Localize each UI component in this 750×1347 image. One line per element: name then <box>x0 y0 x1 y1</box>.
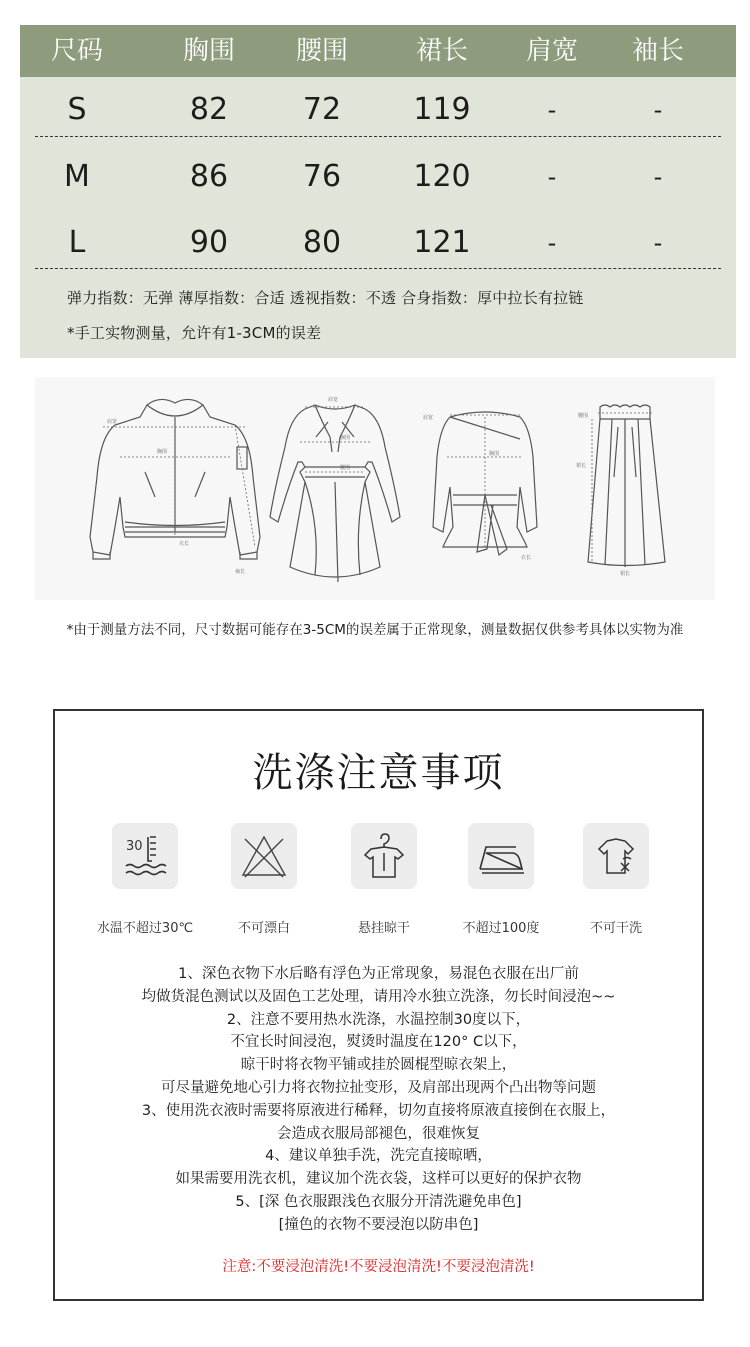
header-chest: 胸围 <box>182 36 235 66</box>
hang-dry-icon <box>351 823 417 889</box>
washing-instructions <box>53 709 704 1301</box>
instruction-line: 3、使用洗衣液时需要将原液进行稀释，切勿直接将原液直接倒在衣服上， <box>141 1102 616 1119</box>
icon-label-water-temp: 水温不超过30℃ <box>96 921 194 936</box>
measurement-sketches <box>35 377 715 600</box>
iron-icon <box>468 823 534 889</box>
instruction-line: 可尽量避免地心引力将衣物拉扯变形，及肩部出现两个凸出物等问题 <box>161 1079 596 1096</box>
cell-sleeve: - <box>653 163 663 191</box>
cell-chest: 86 <box>189 159 229 194</box>
label-length: 裙长 <box>576 463 587 469</box>
measure-note: *手工实物测量，允许有1-3CM的误差 <box>67 324 322 342</box>
header-waist: 腰围 <box>295 36 348 66</box>
label-sleeve: 袖长 <box>235 569 246 575</box>
wash-title: 洗涤注意事项 <box>252 750 505 796</box>
cell-waist: 76 <box>302 159 342 194</box>
instruction-line: 2、注意不要用热水洗涤，水温控制30度以下， <box>226 1011 531 1028</box>
icon-label-hang-dry: 悬挂晾干 <box>357 921 410 936</box>
instruction-line: 4、建议单独手洗，洗完直接晾晒， <box>265 1148 492 1165</box>
cell-length: 119 <box>413 92 471 127</box>
label-chest: 胸围 <box>157 449 168 455</box>
instruction-line: 晾干时将衣物平铺或挂於圆棍型晾衣架上， <box>240 1057 517 1074</box>
table-row <box>20 147 736 207</box>
header-size: 尺码 <box>50 36 103 66</box>
fabric-indices: 弹力指数：无弹 薄厚指数：合适 透视指数：不透 合身指数：厚中拉长有拉链 <box>67 289 584 307</box>
top-sketch <box>415 377 555 600</box>
label-chest: 胸围 <box>340 435 351 441</box>
instruction-line: 均做货混色测试以及固色工艺处理，请用冷水独立洗涤，勿长时间浸泡~~ <box>141 988 616 1005</box>
water-temp-30-icon <box>112 823 178 889</box>
label-waist: 腰围 <box>340 465 351 471</box>
cell-shoulder: - <box>547 229 557 257</box>
instruction-line: 1、深色衣物下水后略有浮色为正常现象，易混色衣服在出厂前 <box>178 966 579 982</box>
cell-size: S <box>67 92 87 127</box>
table-row <box>20 213 736 273</box>
dress-sketch <box>260 377 410 600</box>
cell-length: 120 <box>413 159 471 194</box>
cell-sleeve: - <box>653 229 663 257</box>
instruction-line: 5、[深 色衣服跟浅色衣服分开清洗避免串色] <box>235 1193 522 1210</box>
label-chest: 胸围 <box>489 451 500 457</box>
cell-size: L <box>68 225 86 260</box>
instruction-line: 会造成衣服局部褪色，很难恢复 <box>277 1125 480 1142</box>
size-table <box>20 25 736 358</box>
size-table-header <box>20 25 736 77</box>
header-sleeve: 袖长 <box>631 36 684 66</box>
label-hem: 裙长 <box>620 571 631 577</box>
cell-sleeve: - <box>653 96 663 124</box>
cell-shoulder: - <box>547 163 557 191</box>
skirt-sketch <box>570 377 680 600</box>
cell-shoulder: - <box>547 96 557 124</box>
icon-label-iron: 不超过100度 <box>462 921 540 936</box>
label-length: 衣长 <box>521 555 532 561</box>
cell-size: M <box>64 159 90 194</box>
cell-chest: 82 <box>189 92 229 127</box>
jacket-sketch <box>85 377 265 600</box>
cell-waist: 80 <box>302 225 342 260</box>
table-row <box>20 80 736 140</box>
cell-chest: 90 <box>189 225 229 260</box>
cell-length: 121 <box>413 225 471 260</box>
label-length: 衣长 <box>179 541 190 547</box>
instruction-line: 不宜长时间浸泡，熨烫时温度在120° C以下， <box>230 1034 527 1051</box>
no-dry-clean-icon <box>583 823 649 889</box>
instruction-line: 如果需要用洗衣机，建议加个洗衣袋，这样可以更好的保护衣物 <box>175 1171 582 1188</box>
no-soak-warning: 注意:不要浸泡清洗!不要浸泡清洗!不要浸泡清洗! <box>222 1259 535 1275</box>
instruction-line: [撞色的衣物不要浸泡以防串色] <box>278 1216 479 1233</box>
label-shoulder: 肩宽 <box>423 415 434 421</box>
row-divider <box>35 268 721 269</box>
header-length: 裙长 <box>415 36 468 66</box>
label-waist: 腰围 <box>578 413 589 419</box>
measurement-disclaimer: *由于测量方法不同，尺寸数据可能存在3-5CM的误差属于正常现象，测量数据仅供参考具体以实物为准 <box>66 622 684 638</box>
no-bleach-icon <box>231 823 297 889</box>
wash-instructions-text <box>55 963 702 1237</box>
icon-label-no-bleach: 不可漂白 <box>237 921 290 936</box>
cell-waist: 72 <box>302 92 342 127</box>
label-shoulder: 肩宽 <box>328 397 339 403</box>
row-divider <box>35 136 721 137</box>
label-shoulder: 肩宽 <box>107 419 118 425</box>
header-shoulder: 肩宽 <box>525 36 578 66</box>
temp-value: 30 <box>126 839 143 854</box>
icon-label-no-dry-clean: 不可干洗 <box>589 921 642 936</box>
